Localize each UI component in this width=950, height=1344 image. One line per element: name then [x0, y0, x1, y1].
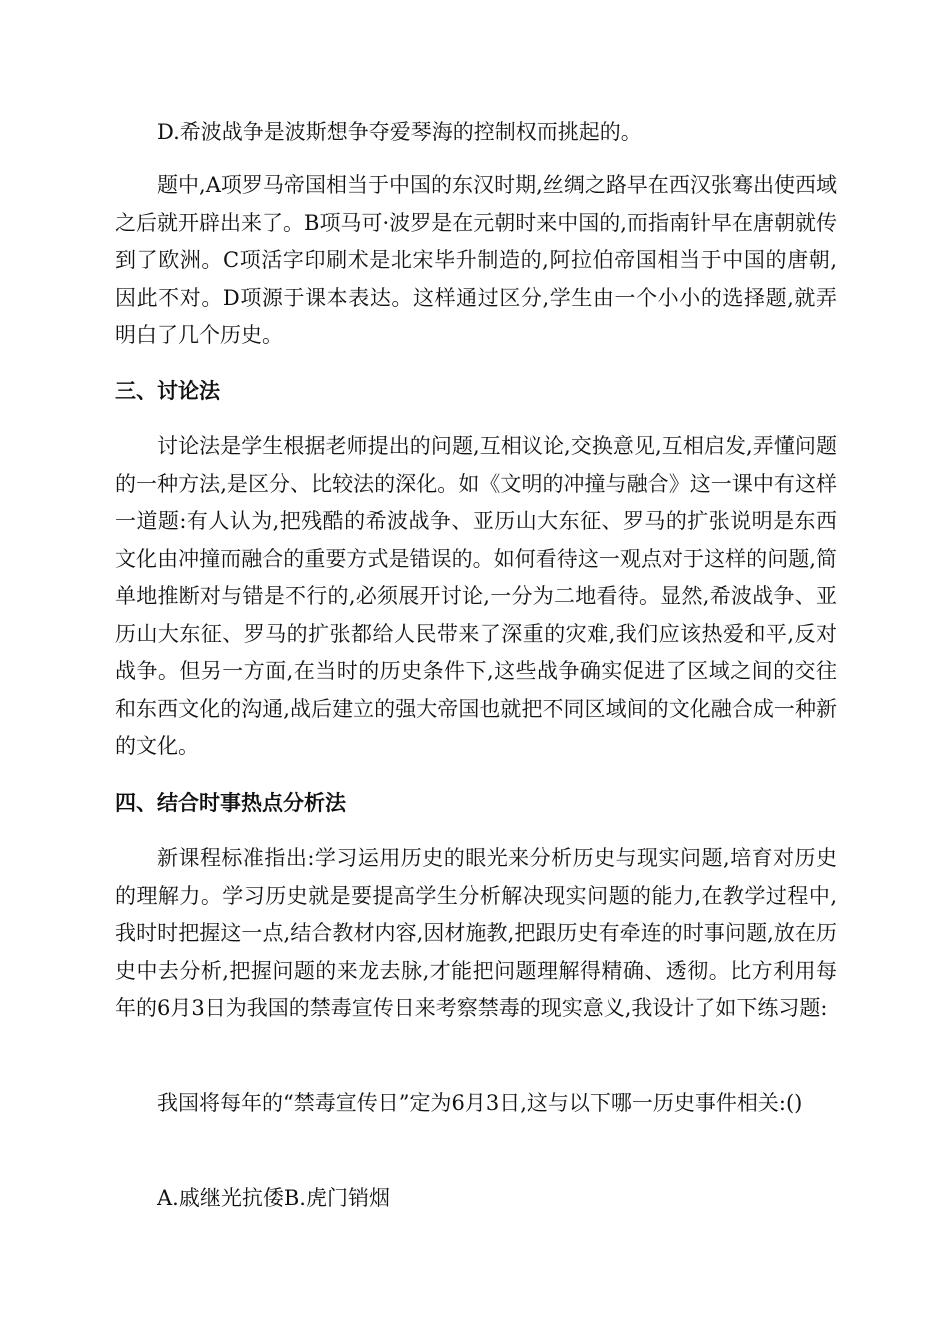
current-events-paragraph: 新课程标准指出:学习运用历史的眼光来分析历史与现实问题,培育对历史的理解力。学习历史就是要提高学生分析解决现实问题的能力,在教学过程中,我时时把握这一点,结合教材内容,因材施教,把跟历史有牵连的时事问题,放在历史中去分析,把握问题的来龙去脉,才能把问题理解得精确、透彻。比方利用每年的6月3日为我国的禁毒宣传日来考察禁毒的现实意义,我设计了如下练习题:	[115, 846, 837, 1020]
exercise-options: A.戚继光抗倭B.虎门销烟	[157, 1186, 390, 1210]
exercise-question: 我国将每年的“禁毒宣传日”定为6月3日,这与以下哪一历史事件相关:()	[157, 1091, 803, 1115]
option-d-paragraph: D.希波战争是波斯想争夺爱琴海的控制权而挑起的。	[157, 120, 642, 144]
section-heading-discussion: 三、讨论法	[115, 379, 220, 403]
discussion-paragraph: 讨论法是学生根据老师提出的问题,互相议论,交换意见,互相启发,弄懂问题的一种方法,是区分、比较法的深化。如《文明的冲撞与融合》这一课中有这样一道题:有人认为,把残酷的希波战争、亚历山大东征、罗马的扩张说明是东西文化由冲撞而融合的重要方式是错误的。如何看待这一观点对于这样的问题,简单地推断对与错是不行的,必须展开讨论,一分为二地看待。显然,希波战争、亚历山大东征、罗马的扩张都给人民带来了深重的灾难,我们应该热爱和平,反对战争。但另一方面,在当时的历史条件下,这些战争确实促进了区域之间的交往和东西文化的沟通,战后建立的强大帝国也就把不同区域间的文化融合成一种新的文化。	[115, 434, 837, 758]
section-heading-current-events: 四、结合时事热点分析法	[115, 791, 346, 815]
analysis-paragraph: 题中,A项罗马帝国相当于中国的东汉时期,丝绸之路早在西汉张骞出使西域之后就开辟出来了。B项马可·波罗是在元朝时来中国的,而指南针早在唐朝就传到了欧洲。C项活字印刷术是北宋毕升制造的,阿拉伯帝国相当于中国的唐朝,因此不对。D项源于课本表达。这样通过区分,学生由一个小小的选择题,就弄明白了几个历史。	[115, 173, 837, 347]
